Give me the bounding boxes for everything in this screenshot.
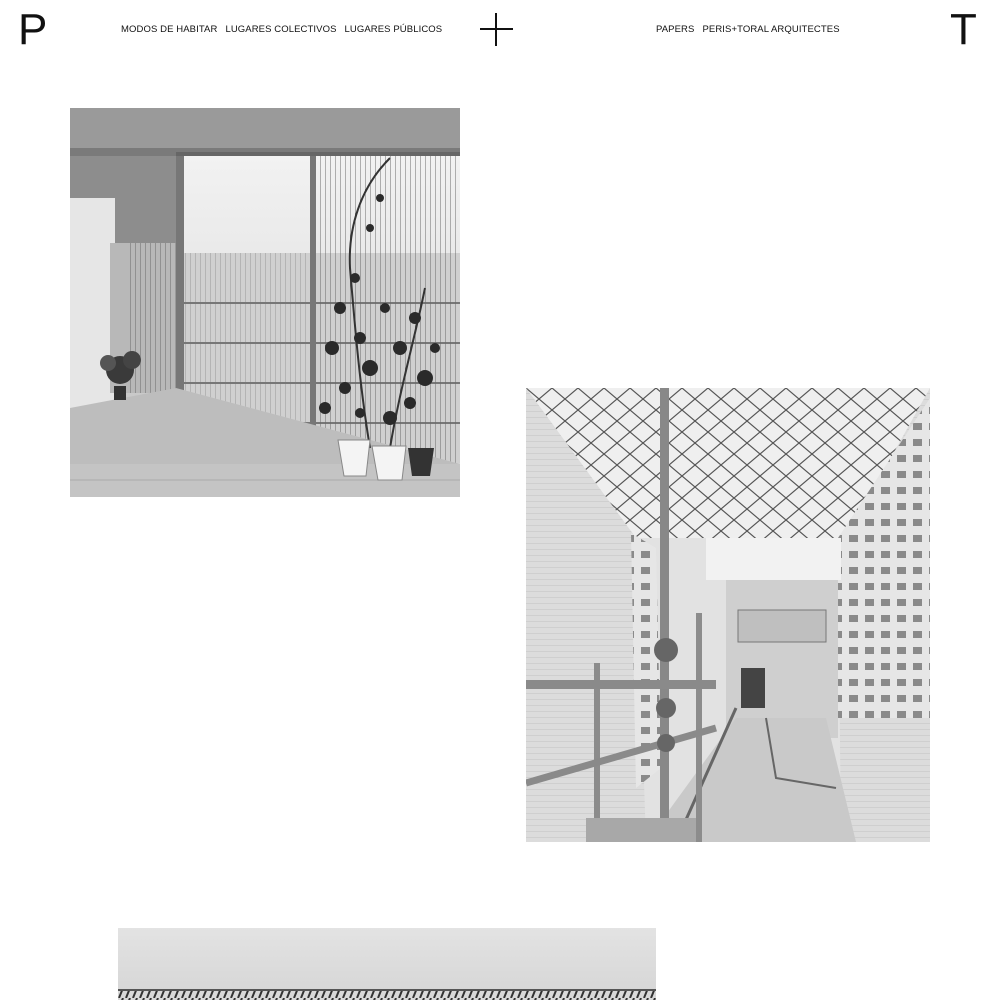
nav-item-lugares-colectivos[interactable]: LUGARES COLECTIVOS xyxy=(225,24,337,35)
nav-item-peris-toral[interactable]: PERIS+TORAL ARQUITECTES xyxy=(702,24,840,35)
nav-item-lugares-publicos[interactable]: LUGARES PÚBLICOS xyxy=(344,24,443,35)
building-facade-photo[interactable] xyxy=(118,928,656,1000)
nav-item-papers[interactable]: PAPERS xyxy=(656,24,695,35)
nav-item-modos-de-habitar[interactable]: MODOS DE HABITAR xyxy=(121,24,218,35)
logo-p[interactable]: P xyxy=(18,5,48,54)
balcony-with-plants-photo[interactable] xyxy=(70,108,460,497)
main-nav xyxy=(121,24,442,35)
plus-icon[interactable] xyxy=(480,13,513,46)
secondary-nav xyxy=(656,24,840,35)
brick-courtyard-with-scaffolding-photo[interactable] xyxy=(526,388,930,842)
logo-t[interactable]: T xyxy=(950,5,977,54)
